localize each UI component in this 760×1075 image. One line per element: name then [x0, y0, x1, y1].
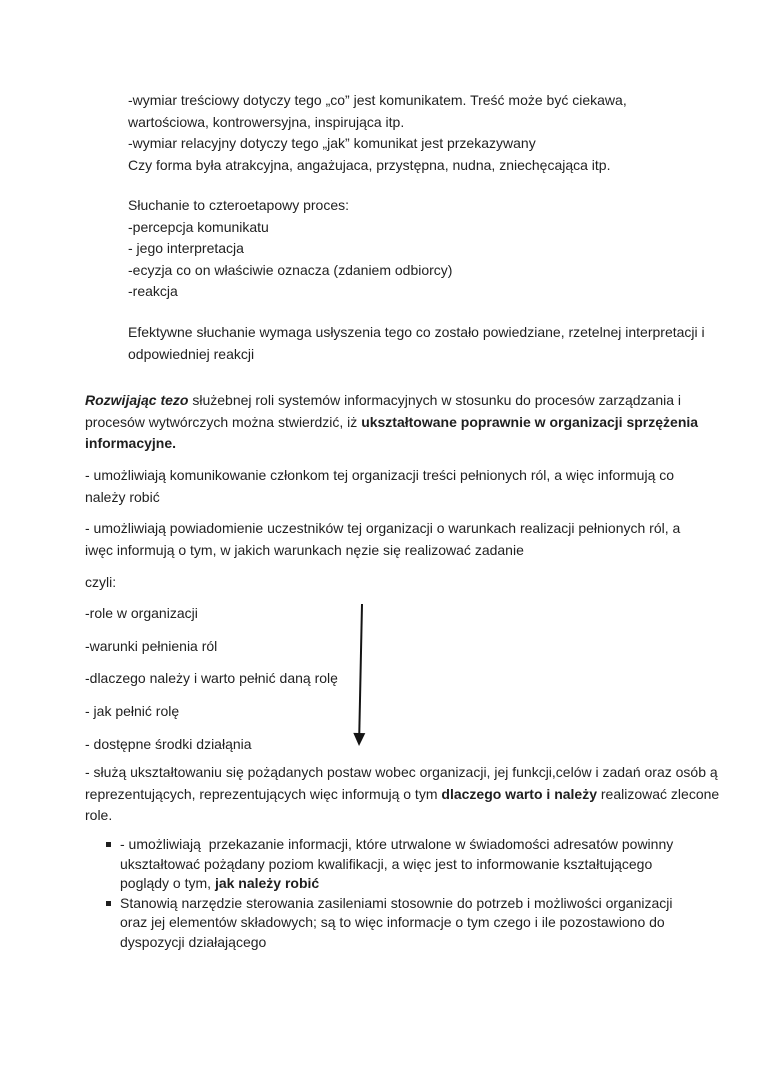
- text-segment: realizować zlecone: [597, 785, 720, 802]
- text-line: Słuchanie to czteroetapowy proces:: [128, 197, 350, 213]
- text-line: - jego interpretacja: [128, 240, 244, 256]
- bullet-list: [105, 835, 760, 952]
- text-line: - umożliwiają komunikowanie członkom tej organizacji treści pełnionych ról, a więc informują co: [85, 467, 675, 483]
- list-item: [85, 668, 760, 690]
- list-item: [85, 603, 760, 625]
- bullet-text: [120, 835, 760, 894]
- text-line: - umożliwiają powiadomienie uczestników tej organizacji o warunkach realizacji pełnionych ról, a: [85, 520, 681, 536]
- paragraph-czyli: [85, 572, 760, 594]
- list-item: [85, 636, 760, 658]
- paragraph-umozliwiaja-komunikowanie: [85, 465, 760, 508]
- text-line: ukształtować pożądany poziom kwalifikacji, a więc jest to informowanie kształtującego: [120, 855, 653, 872]
- text-line: role.: [85, 807, 113, 823]
- down-arrow: [349, 604, 372, 746]
- list-item: [85, 734, 760, 756]
- text-line: -warunki pełnienia ról: [85, 637, 218, 654]
- text-line: wartościowa, kontrowersyjna, inspirująca itp.: [128, 113, 405, 130]
- down-arrow-head-icon: [353, 733, 365, 746]
- paragraph-wymiar: [128, 90, 760, 176]
- text-line: -dlaczego należy i warto pełnić daną rolę: [85, 670, 338, 686]
- text-line: -reakcja: [128, 283, 178, 299]
- text-line: [120, 874, 760, 894]
- text-line: Czy forma była atrakcyjna, angażujaca, przystępna, nudna, zniechęcająca itp.: [128, 156, 611, 173]
- text-segment-bold: ukształtowane poprawnie w organizacji sprzężenia: [361, 413, 699, 430]
- text-line: dyspozycji działającego: [120, 933, 267, 950]
- text-line: czyli:: [85, 574, 117, 590]
- text-line: -percepcja komunikatu: [128, 218, 269, 235]
- text-line: Stanowią narzędzie sterowania zasileniami stosownie do potrzeb i możliwości organizacji: [120, 894, 673, 911]
- text-line: informacyjne.: [85, 435, 177, 451]
- text-segment: poglądy o tym,: [120, 875, 215, 891]
- bullet-item: [105, 894, 760, 953]
- text-segment: procesów wytwórczych można stwierdzić, iż: [85, 413, 362, 430]
- list-item: [85, 701, 760, 723]
- text-line: oraz jej elementów składowych; są to więc informacje o tym czego i ile pozostawiono do: [120, 914, 665, 930]
- text-line: [85, 412, 760, 434]
- text-line: [85, 784, 760, 806]
- text-line: [85, 390, 760, 412]
- down-arrow-shaft: [358, 604, 363, 734]
- text-line: - służą ukształtowaniu się pożądanych postaw wobec organizacji, jej funkcji,celów i zadań oraz osób ą: [85, 764, 718, 780]
- text-segment-bold: jak należy robić: [214, 875, 320, 891]
- text-line: odpowiedniej reakcji: [128, 345, 255, 362]
- paragraph-efektywne: [128, 322, 760, 365]
- text-line: Efektywne słuchanie wymaga usłyszenia tego co zostało powiedziane, rzetelnej interpretacji i: [128, 324, 705, 340]
- square-bullet-icon: [106, 842, 111, 847]
- text-line: - umożliwiają przekazanie informacji, które utrwalone w świadomości adresatów powinny: [120, 836, 674, 852]
- text-segment: służebnej roli systemów informacyjnych w stosunku do procesów zarządzania i: [188, 392, 682, 408]
- text-line: -wymiar treściowy dotyczy tego „co” jest komunikatem. Treść może być ciekawa,: [128, 92, 627, 108]
- text-line: iwęc informują o tym, w jakich warunkach nęzie się realizować zadanie: [85, 541, 524, 558]
- text-segment: reprezentujących, reprezentujących więc informują o tym: [85, 785, 442, 802]
- text-segment-bold-italic: Rozwijając tezo: [85, 392, 189, 408]
- paragraph-sluchanie: [128, 195, 760, 303]
- bullet-text: [120, 894, 760, 953]
- bullet-item: [105, 835, 760, 894]
- text-line: - dostępne środki działąnia: [85, 735, 252, 752]
- text-line: -role w organizacji: [85, 605, 198, 621]
- text-segment-bold: dlaczego warto i należy: [441, 785, 597, 802]
- text-line: -wymiar relacyjny dotyczy tego „jak” komunikat jest przekazywany: [128, 135, 536, 151]
- paragraph-umozliwiaja-powiadomienie: [85, 518, 760, 561]
- text-line: -ecyzja co on właściwie oznacza (zdaniem odbiorcy): [128, 261, 453, 278]
- text-line: - jak pełnić rolę: [85, 702, 180, 719]
- paragraph-sluza: [85, 762, 760, 827]
- text-line: należy robić: [85, 488, 160, 505]
- square-bullet-icon: [106, 901, 111, 906]
- paragraph-thesis: [85, 390, 760, 455]
